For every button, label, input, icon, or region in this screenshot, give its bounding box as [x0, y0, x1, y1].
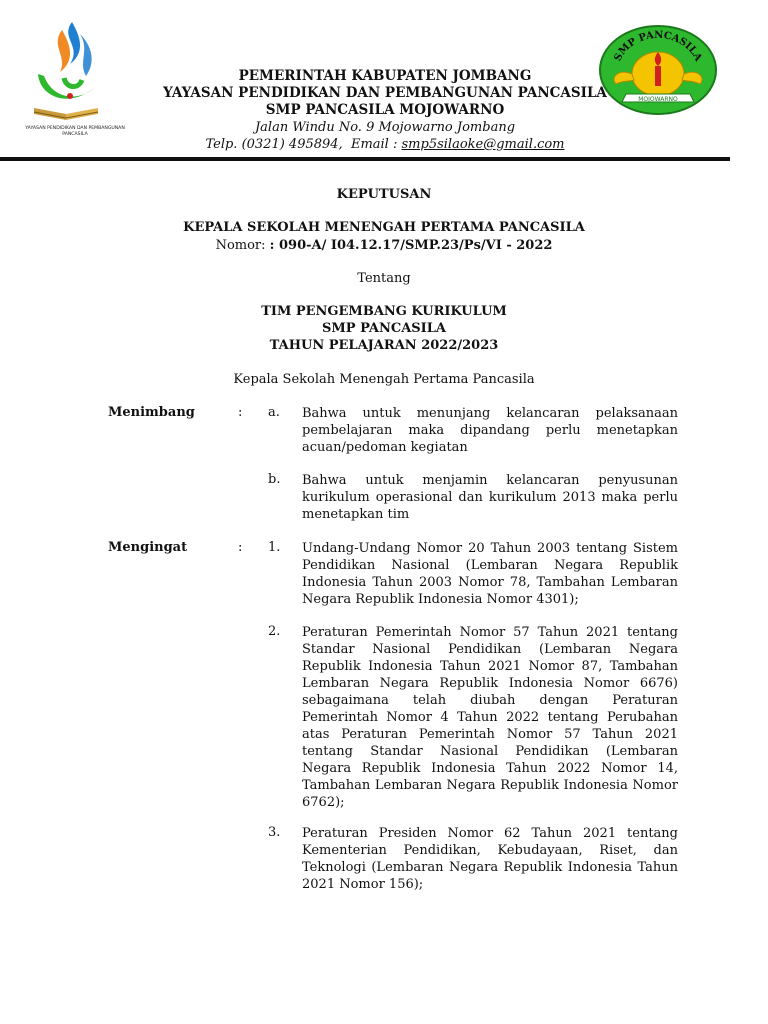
decree-heading: KEPUTUSAN — [336, 187, 432, 202]
foundation-emblem-icon — [20, 16, 114, 124]
letterhead-text — [150, 68, 620, 153]
decree-number — [0, 238, 768, 253]
menimbang-item-b: Bahwa untuk menjamin kelancaran penyusunan kurikulum operasional dan kurikulum 2013 maka perlu menetapkan tim — [302, 473, 678, 522]
mengingat-marker-3: 3. — [268, 825, 281, 840]
letterhead-divider — [0, 157, 730, 161]
phone-text: Telp. (0321) 495894, — [205, 137, 343, 152]
subject-line-2: SMP PANCASILA — [321, 321, 446, 336]
foundation-logo — [20, 16, 125, 144]
subject-line-1: TIM PENGEMBANG KURIKULUM — [261, 304, 507, 319]
government-line: PEMERINTAH KABUPATEN JOMBANG — [238, 68, 532, 84]
decree-number-value: : 090-A/ I04.12.17/SMP.23/Ps/VI - 2022 — [269, 238, 553, 253]
issuer-line: Kepala Sekolah Menengah Pertama Pancasila — [233, 372, 535, 387]
school-badge-top-text: SMP PANCASILA — [612, 29, 704, 64]
school-logo — [596, 22, 720, 118]
subject-line-3: TAHUN PELAJARAN 2022/2023 — [269, 338, 499, 353]
email-link[interactable]: smp5silaoke@gmail.com — [401, 137, 565, 152]
mengingat-item-2: Peraturan Pemerintah Nomor 57 Tahun 2021 tentang Standar Nasional Pendidikan (Lembaran Negara Republik Indonesia Tahun 2021 Nomor 87, Tambahan Lembaran Negara Republik Indonesia Nomor 6676) sebagaimana telah diubah dengan Peraturan Pemerintah Nomor 4 Tahun 2022 tentang Perubahan atas Peraturan Pemerintah Nomor 57 Tahun 2021 tentang Standar Nasional Pendidikan (Lembaran Negara Republik Indonesia Tahun 2022 Nomor 14, Tambahan Lembaran Negara Republik Indonesia Nomor 6762); — [302, 625, 678, 810]
issuer-heading: KEPALA SEKOLAH MENENGAH PERTAMA PANCASILA — [183, 220, 585, 235]
school-badge-icon — [596, 22, 720, 118]
mengingat-item-3: Peraturan Presiden Nomor 62 Tahun 2021 tentang Kementerian Pendidikan, Kebudayaan, Riset, dan Teknologi (Lembaran Negara Republik Indonesia Tahun 2021 Nomor 156); — [302, 826, 678, 892]
foundation-caption-line1: YAYASAN PENDIDIKAN DAN PEMBANGUNAN — [25, 126, 125, 131]
contact-line — [150, 136, 620, 153]
school-name-line: SMP PANCASILA MOJOWARNO — [265, 102, 505, 118]
about-label: Tentang — [357, 271, 411, 286]
menimbang-marker-a: a. — [268, 405, 280, 420]
address-line: Jalan Windu No. 9 Mojowarno Jombang — [254, 120, 516, 135]
menimbang-label: Menimbang — [108, 405, 195, 420]
mengingat-colon: : — [238, 540, 243, 555]
decree-number-label: Nomor: — [215, 238, 266, 253]
mengingat-marker-2: 2. — [268, 624, 281, 639]
foundation-caption-line2: PANCASILA — [62, 132, 88, 137]
menimbang-marker-b: b. — [268, 472, 281, 487]
foundation-logo-caption — [20, 126, 130, 138]
email-label: Email : — [350, 137, 398, 152]
mengingat-label: Mengingat — [108, 540, 188, 555]
school-badge-ribbon-text: MOJOWARNO — [638, 96, 678, 103]
mengingat-item-1: Undang-Undang Nomor 20 Tahun 2003 tentang Sistem Pendidikan Nasional (Lembaran Negara Republik Indonesia Tahun 2003 Nomor 78, Tambahan Lembaran Negara Republik Indonesia Nomor 4301); — [302, 541, 678, 607]
menimbang-colon: : — [238, 405, 243, 420]
foundation-line: YAYASAN PENDIDIKAN DAN PEMBANGUNAN PANCASILA — [163, 85, 607, 101]
mengingat-marker-1: 1. — [268, 540, 281, 555]
menimbang-item-a: Bahwa untuk menunjang kelancaran pelaksanaan pembelajaran maka dipandang perlu menetapkan acuan/pedoman kegiatan — [302, 406, 678, 455]
